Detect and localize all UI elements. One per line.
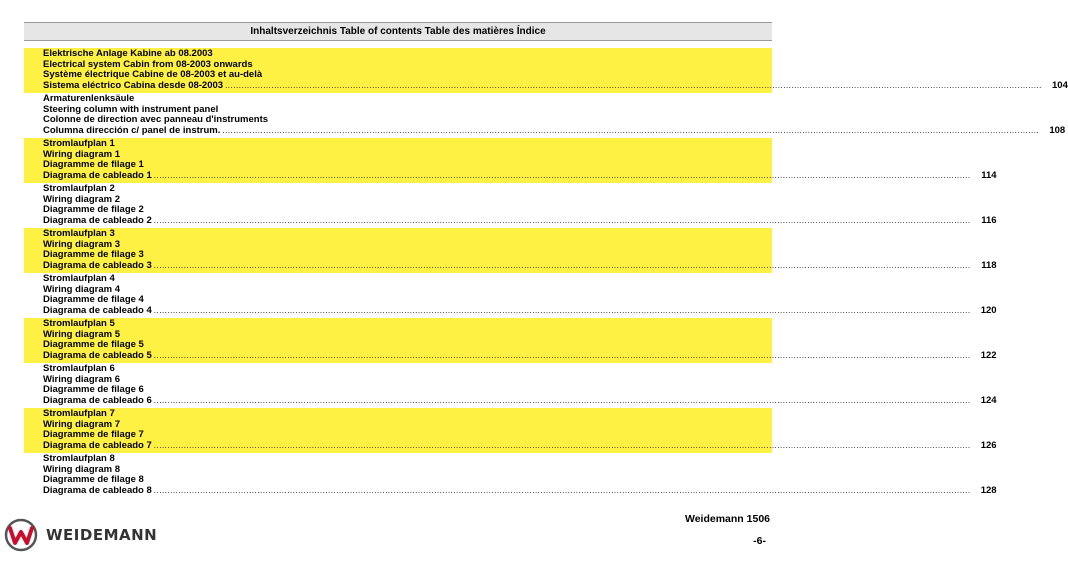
toc-entry-line <box>43 430 772 441</box>
toc-entry-text: Wiring diagram 5 <box>43 328 120 340</box>
toc-entry-last-line <box>43 259 997 272</box>
toc-entry[interactable] <box>24 138 997 183</box>
toc-entry-line <box>43 295 772 306</box>
toc-entry-text: Diagrama de cableado 3 <box>43 259 152 271</box>
toc-entry-page: 128 <box>980 484 997 496</box>
toc-entry-page: 126 <box>980 439 997 451</box>
toc-entry-text: Stromlaufplan 7 <box>43 408 115 419</box>
toc-entry-line <box>43 420 772 431</box>
toc-entry-text: Armaturenlenksäule <box>43 93 135 104</box>
toc-entry-last-line <box>43 349 997 362</box>
toc-title: Inhaltsverzeichnis Table of contents Table des matières Índice <box>250 26 546 37</box>
toc-entry-text: Diagramme de filage 4 <box>43 294 144 305</box>
dot-leader: ............................................................................................................................................................................................................................................................................................................ <box>222 126 1040 135</box>
toc-entry-text: Wiring diagram 2 <box>43 193 120 205</box>
toc-entry-line <box>43 385 772 396</box>
toc-entry-page: 108 <box>1049 124 1066 136</box>
dot-leader: ............................................................................................................................................................................................................................................................................................................ <box>153 171 971 180</box>
toc-entry-text: Diagramme de filage 3 <box>43 249 144 260</box>
toc-entry-last-line <box>43 79 1068 92</box>
toc-entry-line <box>43 195 772 206</box>
toc-entry[interactable] <box>24 48 1068 93</box>
toc-entry-line <box>43 205 772 216</box>
toc-entry-last-line <box>43 439 997 452</box>
toc-entry-last-line <box>43 169 997 182</box>
toc-entry-text: Diagrama de cableado 4 <box>43 304 152 316</box>
toc-entry-text: Wiring diagram 7 <box>43 418 120 430</box>
toc-entry-line <box>43 150 772 161</box>
toc-entry-page: 104 <box>1052 79 1068 91</box>
toc-entry-line <box>43 465 772 476</box>
toc-entry-text: Diagramme de filage 6 <box>43 384 144 395</box>
toc-entry-page: 120 <box>980 304 997 316</box>
toc-entry-text: Diagramme de filage 5 <box>43 339 144 350</box>
toc-entry-line <box>43 454 772 465</box>
page-number: -6- <box>753 535 766 547</box>
toc-entry-line <box>43 375 772 386</box>
dot-leader: ............................................................................................................................................................................................................................................................................................................ <box>153 216 971 225</box>
toc-entry-line <box>43 274 772 285</box>
toc-entry-text: Stromlaufplan 6 <box>43 363 115 374</box>
toc-entry-text: Stromlaufplan 1 <box>43 138 115 149</box>
toc-entry[interactable] <box>24 93 1066 138</box>
toc-entry-text: Electrical system Cabin from 08-2003 onwards <box>43 58 253 70</box>
toc-entry-page: 122 <box>980 349 997 361</box>
toc-entry-text: Diagrama de cableado 5 <box>43 349 152 361</box>
toc-entry-line <box>43 229 772 240</box>
toc-entry-line <box>43 364 772 375</box>
toc-entry-text: Wiring diagram 8 <box>43 463 120 475</box>
toc-entry-text: Stromlaufplan 8 <box>43 453 115 464</box>
toc-entry-page: 124 <box>980 394 997 406</box>
toc-entry-text: Stromlaufplan 5 <box>43 318 115 329</box>
dot-leader: ............................................................................................................................................................................................................................................................................................................ <box>153 396 971 405</box>
brand-name: WEIDEMANN <box>46 526 158 544</box>
toc-entry-text: Diagrama de cableado 1 <box>43 169 152 181</box>
toc-entry[interactable] <box>24 408 997 453</box>
toc-entry-last-line <box>43 484 997 497</box>
toc-entry-text: Wiring diagram 6 <box>43 373 120 385</box>
toc-entry-line <box>43 184 772 195</box>
toc-entry[interactable] <box>24 183 997 228</box>
dot-leader: ............................................................................................................................................................................................................................................................................................................ <box>153 486 971 495</box>
toc-entry-line <box>43 115 772 126</box>
dot-leader: ............................................................................................................................................................................................................................................................................................................ <box>225 81 1042 90</box>
toc-entry-text: Stromlaufplan 2 <box>43 183 115 194</box>
toc-entry-page: 118 <box>981 259 997 271</box>
toc-entry-text: Steering column with instrument panel <box>43 103 219 115</box>
toc-entry-line <box>43 285 772 296</box>
model-name: Weidemann 1506 <box>684 513 770 525</box>
toc-entry-text: Diagrama de cableado 7 <box>43 439 152 451</box>
toc-entry-text: Stromlaufplan 4 <box>43 273 115 284</box>
toc-entry[interactable] <box>24 453 997 498</box>
toc-entry-line <box>43 240 772 251</box>
toc-entry-page: 114 <box>981 169 997 181</box>
toc-entry-text: Diagramme de filage 8 <box>43 474 144 485</box>
toc-entry-text: Diagrama de cableado 6 <box>43 394 152 406</box>
toc-entry-line <box>43 70 772 81</box>
toc-entry-text: Sistema eléctrico Cabina desde 08-2003 <box>43 79 224 91</box>
toc-entry[interactable] <box>24 273 997 318</box>
toc-entry-text: Columna dirección c/ panel de instrum. <box>43 124 221 136</box>
dot-leader: ............................................................................................................................................................................................................................................................................................................ <box>153 306 971 315</box>
weidemann-w-logo-icon <box>4 518 38 552</box>
toc-entry-last-line <box>43 124 1066 137</box>
dot-leader: ............................................................................................................................................................................................................................................................................................................ <box>153 261 971 270</box>
toc-entry-line <box>43 330 772 341</box>
toc-entry[interactable] <box>24 228 997 273</box>
toc-entry-line <box>43 139 772 150</box>
toc-entry-line <box>43 160 772 171</box>
toc-entry-line <box>43 319 772 330</box>
dot-leader: ............................................................................................................................................................................................................................................................................................................ <box>153 441 971 450</box>
toc-entry-last-line <box>43 304 997 317</box>
toc-entry-text: Diagrama de cableado 2 <box>43 214 152 226</box>
toc-entry[interactable] <box>24 318 997 363</box>
toc-entry-text: Diagramme de filage 2 <box>43 204 144 215</box>
toc-entry-last-line <box>43 394 997 407</box>
dot-leader: ............................................................................................................................................................................................................................................................................................................ <box>153 351 971 360</box>
toc-entry-text: Colonne de direction avec panneau d'instruments <box>43 114 269 125</box>
toc-entry-text: Elektrische Anlage Kabine ab 08.2003 <box>43 48 213 59</box>
toc-entry-text: Wiring diagram 1 <box>43 148 120 160</box>
toc-entry-line <box>43 340 772 351</box>
toc-entry-text: Diagramme de filage 7 <box>43 429 144 440</box>
toc-entry-text: Wiring diagram 3 <box>43 238 120 250</box>
toc-entry-text: Système électrique Cabine de 08-2003 et au-delà <box>43 69 263 80</box>
toc-entry-last-line <box>43 214 997 227</box>
toc-header <box>24 22 772 41</box>
toc-entry-text: Wiring diagram 4 <box>43 283 120 295</box>
toc-entry-text: Stromlaufplan 3 <box>43 228 115 239</box>
toc-entry-page: 116 <box>981 214 997 226</box>
toc-entry-text: Diagramme de filage 1 <box>43 159 144 170</box>
table-of-contents <box>24 48 1068 498</box>
toc-entry-line <box>43 475 772 486</box>
toc-entry-line <box>43 250 772 261</box>
toc-entry[interactable] <box>24 363 997 408</box>
toc-entry-text: Diagrama de cableado 8 <box>43 484 152 496</box>
toc-entry-line <box>43 409 772 420</box>
brand-logo <box>4 518 157 552</box>
